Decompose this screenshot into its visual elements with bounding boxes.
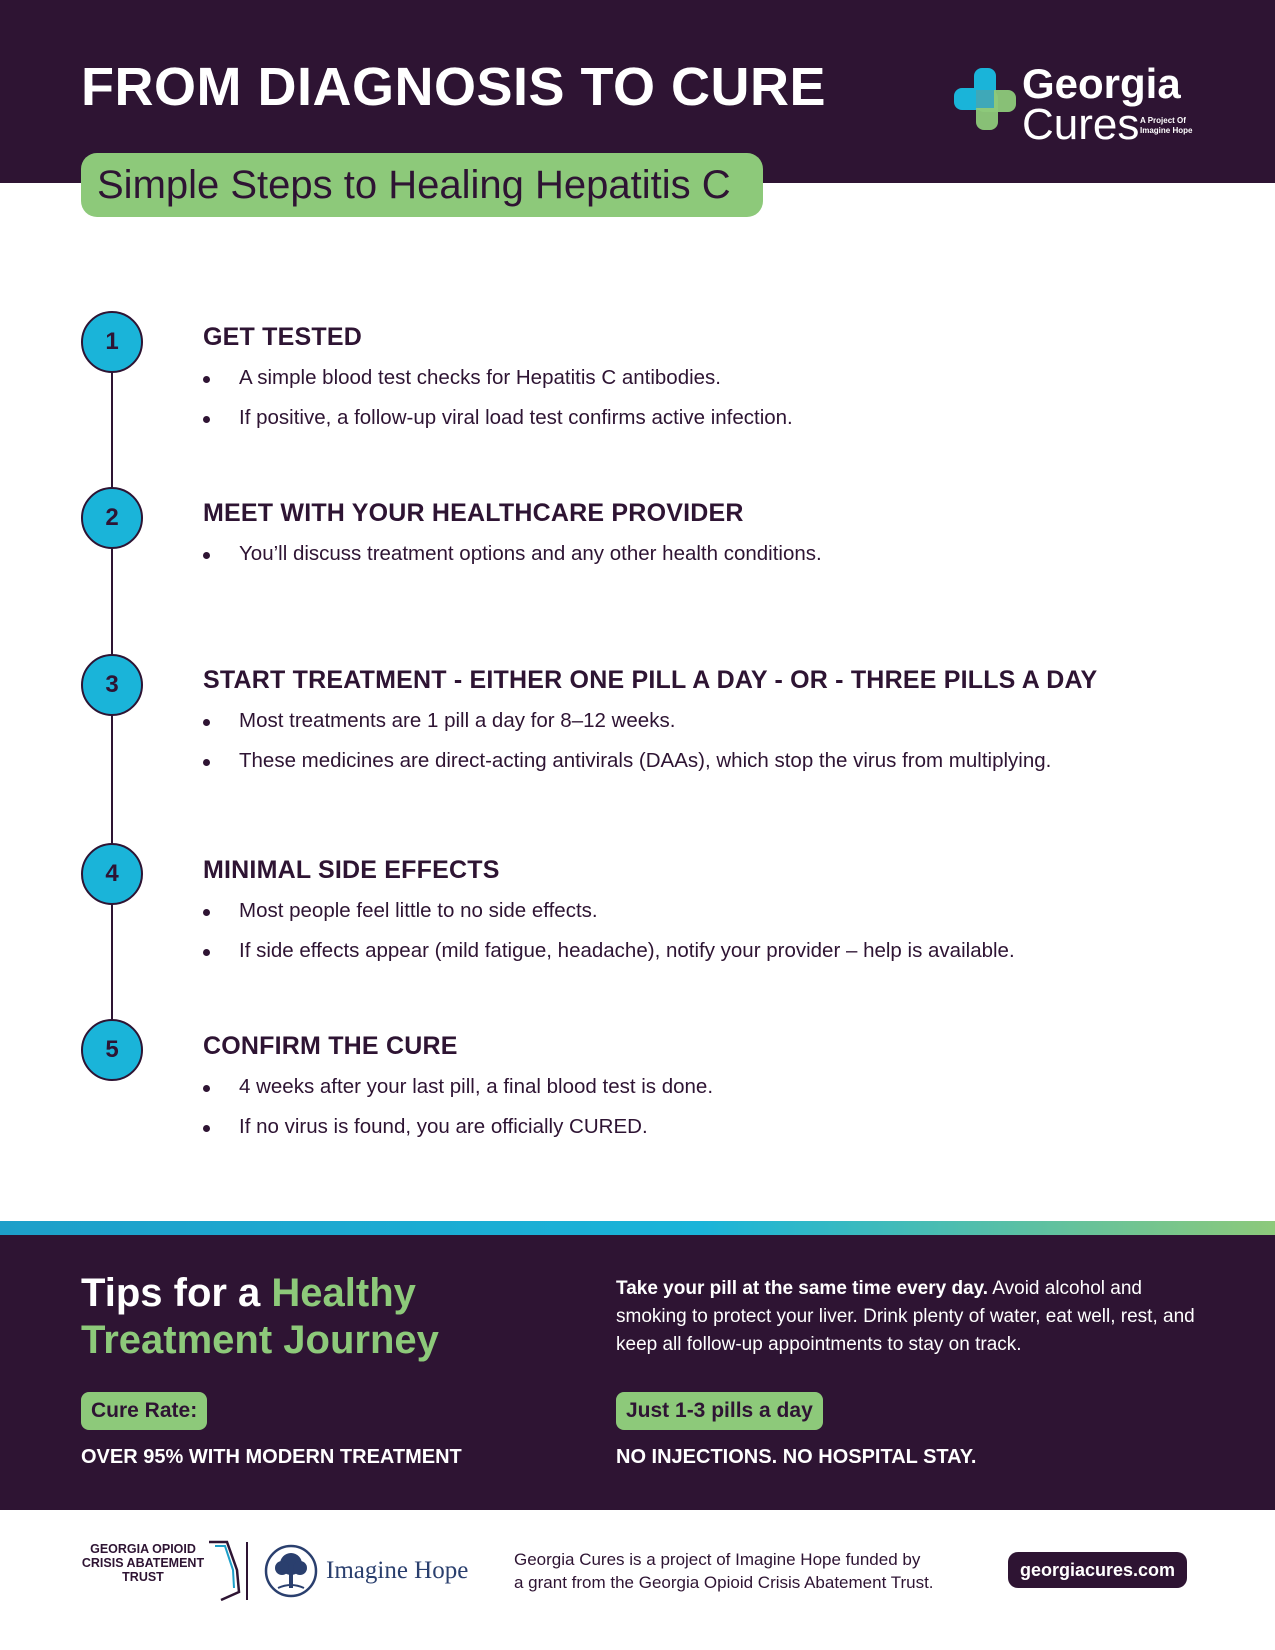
imagine-hope-logo: [264, 1544, 484, 1600]
page-title: FROM DIAGNOSIS TO CURE: [81, 57, 827, 117]
footer-credit-line1: Georgia Cures is a project of Imagine Hope funded by: [514, 1550, 921, 1569]
tips-text-bold: Take your pill at the same time every day.: [616, 1278, 989, 1299]
cure-rate-badge: Cure Rate:: [81, 1392, 207, 1430]
georgia-opioid-trust-logo: [78, 1540, 238, 1600]
logo-tagline: A Project Of Imagine Hope: [1140, 116, 1193, 135]
pills-badge: Just 1-3 pills a day: [616, 1392, 823, 1430]
list-item: A simple blood test checks for Hepatitis C antibodies.: [203, 358, 793, 398]
step-1-bullets: [203, 358, 793, 438]
ga-logo-text: GEORGIA OPIOID CRISIS ABATEMENT TRUST: [81, 1542, 205, 1584]
tips-section: [0, 1235, 1275, 1510]
imagine-hope-wordmark: Imagine Hope: [326, 1557, 469, 1584]
step-1-number: 1: [81, 311, 143, 373]
list-item: Most people feel little to no side effects.: [203, 891, 1015, 931]
georgia-state-outline-icon: [203, 1540, 243, 1602]
step-2-number: 2: [81, 487, 143, 549]
tips-title-part2: Healthy: [271, 1271, 416, 1315]
tips-text: [616, 1275, 1196, 1359]
step-5-number: 5: [81, 1019, 143, 1081]
georgia-cures-cross-icon: [954, 68, 1016, 130]
footer-divider: [246, 1542, 248, 1600]
list-item: These medicines are direct-acting antivirals (DAAs), which stop the virus from multiplying.: [203, 741, 1051, 781]
tree-icon: [264, 1544, 318, 1598]
footer: [0, 1510, 1275, 1650]
list-item: If positive, a follow-up viral load test confirms active infection.: [203, 398, 793, 438]
cure-rate-stat: OVER 95% WITH MODERN TREATMENT: [81, 1446, 462, 1468]
list-item: 4 weeks after your last pill, a final blood test is done.: [203, 1067, 713, 1107]
step-4-bullets: [203, 891, 1015, 971]
list-item: If no virus is found, you are officially CURED.: [203, 1107, 713, 1147]
georgia-cures-logo: [954, 58, 1204, 149]
list-item: You’ll discuss treatment options and any other health conditions.: [203, 534, 822, 574]
footer-credit-line2: a grant from the Georgia Opioid Crisis Abatement Trust.: [514, 1573, 934, 1592]
step-4-title: MINIMAL SIDE EFFECTS: [203, 856, 500, 884]
list-item: Most treatments are 1 pill a day for 8–12 weeks.: [203, 701, 1051, 741]
footer-credit: [514, 1548, 934, 1594]
step-5-title: CONFIRM THE CURE: [203, 1032, 458, 1060]
website-link[interactable]: georgiacures.com: [1008, 1552, 1187, 1588]
step-2-bullets: [203, 534, 822, 574]
tips-title-part1: Tips for a: [81, 1271, 272, 1315]
step-4-number: 4: [81, 843, 143, 905]
step-1-title: GET TESTED: [203, 323, 362, 351]
logo-word-georgia: Georgia: [1022, 60, 1181, 107]
tips-text-rest: Avoid alcohol and smoking to protect your liver. Drink plenty of water, eat well, rest, and keep all follow-up appointments to stay on track.: [616, 1278, 1195, 1355]
subtitle-banner: Simple Steps to Healing Hepatitis C: [81, 153, 763, 217]
list-item: If side effects appear (mild fatigue, headache), notify your provider – help is available.: [203, 931, 1015, 971]
step-2-title: MEET WITH YOUR HEALTHCARE PROVIDER: [203, 499, 744, 527]
gradient-band: [0, 1221, 1275, 1235]
tips-title-part3: Treatment Journey: [81, 1318, 439, 1362]
logo-word-cures: Cures: [1022, 100, 1140, 149]
step-3-number: 3: [81, 654, 143, 716]
step-3-bullets: [203, 701, 1051, 781]
pills-stat: NO INJECTIONS. NO HOSPITAL STAY.: [616, 1446, 977, 1468]
tips-title: [81, 1270, 439, 1364]
step-3-title: START TREATMENT - EITHER ONE PILL A DAY - OR - THREE PILLS A DAY: [203, 666, 1098, 694]
step-5-bullets: [203, 1067, 713, 1147]
